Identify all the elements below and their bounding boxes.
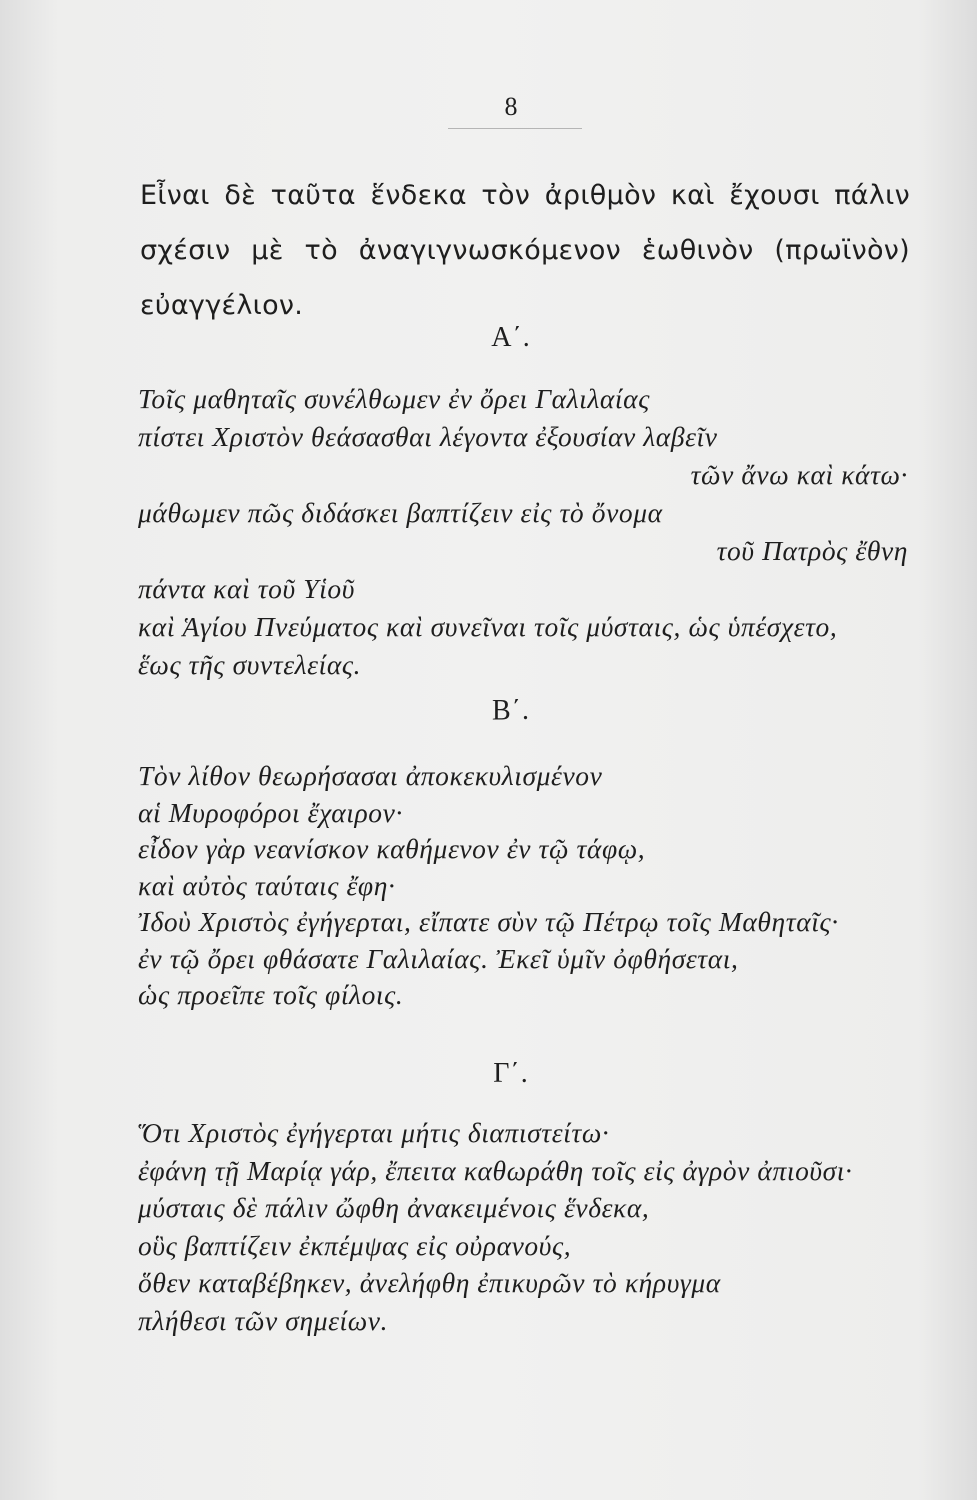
verse-line: τῶν ἄνω καὶ κάτω·	[690, 459, 908, 490]
page-number-rule	[448, 128, 582, 129]
verse-line: πλήθεσι τῶν σημείων.	[138, 1304, 389, 1336]
section-b-verses	[138, 758, 908, 1014]
verse-line: τοῦ Πατρὸς ἔθνη	[716, 535, 908, 566]
page-number: 8	[504, 92, 518, 121]
verse-line: μύσταις δὲ πάλιν ὤφθη ἀνακειμένοις ἕνδεκα,	[138, 1192, 650, 1223]
verse-line: ἕως τῆς συντελείας.	[138, 649, 362, 680]
verse-line: καὶ Ἁγίου Πνεύματος καὶ συνεῖναι τοῖς μύσταις, ὡς ὑπέσχετο,	[138, 611, 838, 642]
verse-line: ἐφάνη τῇ Μαρίᾳ γάρ, ἔπειτα καθωράθη τοῖς εἰς ἀγρὸν ἀπιοῦσι·	[138, 1154, 853, 1186]
verse-line: Τοῖς μαθηταῖς συνέλθωμεν ἐν ὄρει Γαλιλαίας	[138, 383, 650, 414]
verse-line: πάντα καὶ τοῦ Υἱοῦ	[138, 573, 355, 604]
verse-line: Ὅτι Χριστὸς ἐγήγερται μήτις διαπιστείτω·	[138, 1117, 610, 1148]
intro-line: σχέσιν μὲ τὸ ἀναγιγνωσκόμενον ἑωθινὸν (πρωϊνὸν)	[140, 235, 910, 266]
intro-paragraph	[140, 168, 910, 333]
verse-line: ὅθεν καταβέβηκεν, ἀνελήφθη ἐπικυρῶν τὸ κήρυγμα	[138, 1267, 721, 1298]
section-a-verses	[138, 380, 908, 684]
verse-line: οὓς βαπτίζειν ἐκπέμψας εἰς οὐρανούς,	[138, 1229, 572, 1261]
section-heading-b: Β΄.	[492, 695, 530, 726]
section-c-verses	[138, 1114, 908, 1339]
verse-line: Τὸν λίθον θεωρήσασαι ἀποκεκυλισμένον	[138, 760, 603, 791]
verse-line: μάθωμεν πῶς διδάσκει βαπτίζειν εἰς τὸ ὄνομα	[138, 497, 663, 528]
intro-line: Εἶναι δὲ ταῦτα ἕνδεκα τὸν ἀριθμὸν καὶ ἔχουσι πάλιν	[140, 180, 910, 211]
verse-line: καὶ αὐτὸς ταύταις ἔφη·	[138, 869, 396, 901]
verse-line: εἶδον γὰρ νεανίσκον καθήμενον ἐν τῷ τάφῳ,	[138, 833, 646, 864]
verse-line: αἱ Μυροφόροι ἔχαιρον·	[138, 796, 403, 828]
intro-line: εὐαγγέλιον.	[140, 290, 304, 321]
section-heading-c: Γ΄.	[493, 1058, 529, 1089]
verse-line: Ἰδοὺ Χριστὸς ἐγήγερται, εἴπατε σὺν τῷ Πέτρῳ τοῖς Μαθηταῖς·	[138, 906, 839, 937]
verse-line: ὡς προεῖπε τοῖς φίλοις.	[138, 979, 404, 1010]
verse-line: πίστει Χριστὸν θεάσασθαι λέγοντα ἐξουσίαν λαβεῖν	[138, 421, 718, 452]
verse-line: ἐν τῷ ὄρει φθάσατε Γαλιλαίας. Ἐκεῖ ὑμῖν ὀφθήσεται,	[138, 942, 739, 974]
section-heading-a: Α΄.	[491, 322, 531, 353]
